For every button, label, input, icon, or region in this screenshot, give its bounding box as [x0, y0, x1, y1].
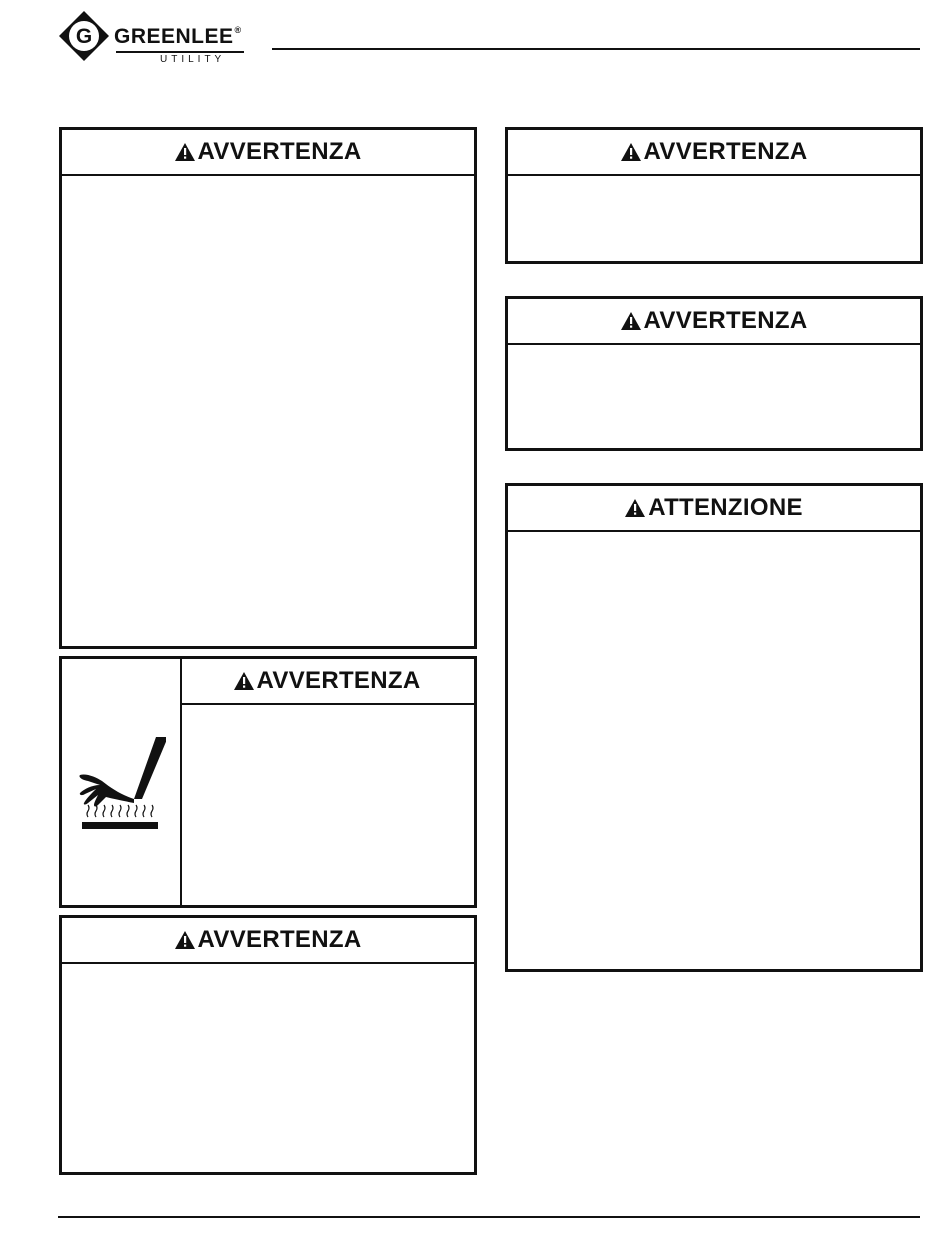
warning-box-left-3: [59, 915, 477, 1175]
brand-name: GREENLEE®: [114, 25, 242, 48]
footer-rule: [58, 1216, 920, 1218]
greenlee-diamond-logo-icon: [58, 10, 110, 62]
warning-triangle-icon: [621, 312, 641, 330]
warning-header: [62, 130, 474, 176]
warning-triangle-icon: [175, 931, 195, 949]
header-rule: [272, 48, 920, 50]
warning-triangle-icon: [175, 143, 195, 161]
warning-triangle-icon: [234, 672, 254, 690]
brand-subtitle: UTILITY: [160, 54, 226, 65]
warning-box-left-1: [59, 127, 477, 649]
warning-header: [62, 918, 474, 964]
warning-label: AVVERTENZA: [197, 926, 362, 953]
warning-header: [180, 659, 474, 705]
greenlee-logo: [58, 10, 248, 66]
caution-box-right-3: [505, 483, 923, 972]
logo-mark-letter: G: [75, 25, 93, 48]
hot-surface-hand-icon: [76, 733, 166, 833]
warning-header: [508, 299, 920, 345]
warning-label: AVVERTENZA: [256, 667, 421, 694]
warning-label: AVVERTENZA: [643, 138, 808, 165]
caution-label: ATTENZIONE: [648, 494, 803, 521]
warning-box-right-2: [505, 296, 923, 451]
caution-header: [508, 486, 920, 532]
warning-label: AVVERTENZA: [197, 138, 362, 165]
hazard-icon-cell: [62, 659, 182, 905]
logo-underline: [116, 51, 244, 53]
warning-label: AVVERTENZA: [643, 307, 808, 334]
warning-triangle-icon: [625, 499, 645, 517]
registered-mark: ®: [234, 25, 242, 35]
warning-box-left-2-hot-surface: [59, 656, 477, 908]
warning-box-right-1: [505, 127, 923, 264]
warning-triangle-icon: [621, 143, 641, 161]
warning-header: [508, 130, 920, 176]
